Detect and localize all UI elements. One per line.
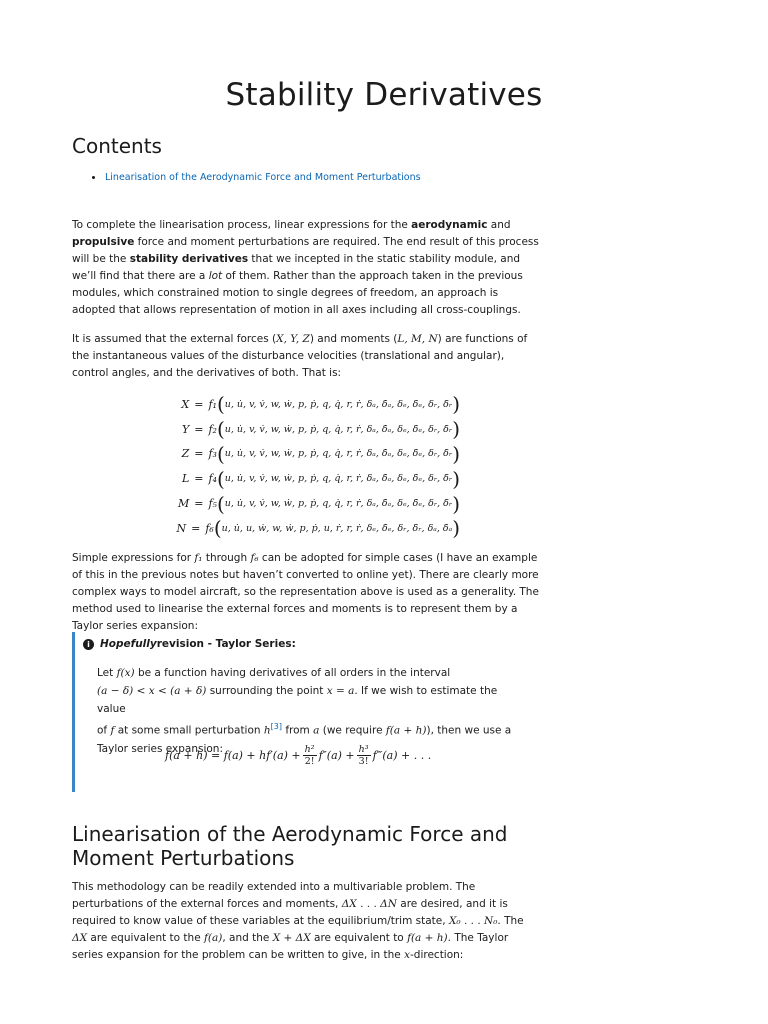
contents-item[interactable] — [92, 172, 421, 183]
equation-block — [160, 392, 460, 541]
callout-body: Let f(x) be a function having derivatives of all orders in the interval (a − δ) < x < (a + δ) surrounding the point x = a. If we wish to estimate the value of f at some small perturbation h[3] from a (we require f(a + h)), then we use a Taylor series expansion: — [97, 667, 512, 755]
equation-row: L = f₄ ( u, u̇, v, v̇, w, ẇ, p, ṗ, q, q̇, r, ṙ, δₐ, δ̇ₐ, δₑ, δ̇ₑ, δᵣ, δ̇ᵣ ) — [181, 466, 460, 491]
callout-title: i Hopefully revision - Taylor Series: — [83, 638, 296, 650]
info-icon: i — [83, 639, 94, 650]
section-paragraph: This methodology can be readily extended into a multivariable problem. The perturbations of the external forces and moments, ΔX . . . ΔN are desired, and it is required to know value of these variables at the equilibrium/trim state, X₀ . . . N₀. The ΔX are equivalent to the f(a), and the X + ΔX are equivalent to f(a + h). The Taylor series expansion for the problem can be written to give, in the x-direction: — [72, 881, 524, 961]
taylor-series-callout — [72, 632, 543, 792]
footnote-link[interactable]: [3] — [270, 722, 283, 731]
equation-row: Y = f₂ ( u, u̇, v, v̇, w, ẇ, p, ṗ, q, q̇, r, ṙ, δₐ, δ̇ₐ, δₑ, δ̇ₑ, δᵣ, δ̇ᵣ ) — [181, 417, 460, 442]
after-equations-paragraph: Simple expressions for f₁ through f₆ can be adopted for simple cases (I have an example of this in the previous notes but haven’t converted to online yet). There are clearly more complex ways to model aircraft, so the representation above is used as a generality. The method used to linearise the external forces and moments is to represent them by a Taylor series expansion: — [72, 552, 539, 632]
equation-row: X = f₁ ( u, u̇, v, v̇, w, ẇ, p, ṗ, q, q̇, r, ṙ, δₐ, δ̇ₐ, δₑ, δ̇ₑ, δᵣ, δ̇ᵣ ) — [181, 392, 460, 417]
page-title: Stability Derivatives — [225, 76, 543, 113]
intro-paragraph-2: It is assumed that the external forces (X, Y, Z) and moments (L, M, N) are functions of the instantaneous values of the disturbance velocities (translational and angular), control angles, and the derivatives of both. That is: — [72, 333, 528, 379]
taylor-series-equation: f(a + h) = f(a) + hf′(a) + $\frac{\text{h²}}{2!}$ f″(a) + $\frac{\text{h³}}{3!}$ f‴(a) + . . . — [165, 744, 432, 767]
bullet-icon — [92, 176, 95, 179]
equation-row: Z = f₃ ( u, u̇, v, v̇, w, ẇ, p, ṗ, q, q̇, r, ṙ, δₐ, δ̇ₐ, δₑ, δ̇ₑ, δᵣ, δ̇ᵣ ) — [181, 441, 460, 466]
equation-row: N = f₆ ( u, u̇, u, ẇ, w, ẇ, p, ṗ, u, ṙ, r, ṙ, δₑ, δ̇ₑ, δᵣ, δ̇ᵣ, δₐ, δ̇ₐ ) — [176, 516, 460, 541]
contents-heading: Contents — [72, 134, 162, 158]
equation-row: M = f₅ ( u, u̇, v, v̇, w, ẇ, p, ṗ, q, q̇, r, ṙ, δₐ, δ̇ₐ, δₑ, δ̇ₑ, δᵣ, δ̇ᵣ ) — [177, 491, 460, 516]
intro-paragraph-1: To complete the linearisation process, linear expressions for the aerodynamic and propulsive force and moment perturbations are required. The end result of this process will be the stability derivatives that we incepted in the static stability module, and we’ll find that there are a lot of them. Rather than the approach taken in the previous modules, which constrained motion to single degrees of freedom, an approach is adopted that allows representation of motion in all axes including all cross-couplings. — [72, 219, 539, 316]
contents-list — [92, 172, 421, 183]
contents-link[interactable]: Linearisation of the Aerodynamic Force and Moment Perturbations — [105, 172, 421, 183]
section-heading: Linearisation of the Aerodynamic Force and Moment Perturbations — [72, 822, 508, 870]
